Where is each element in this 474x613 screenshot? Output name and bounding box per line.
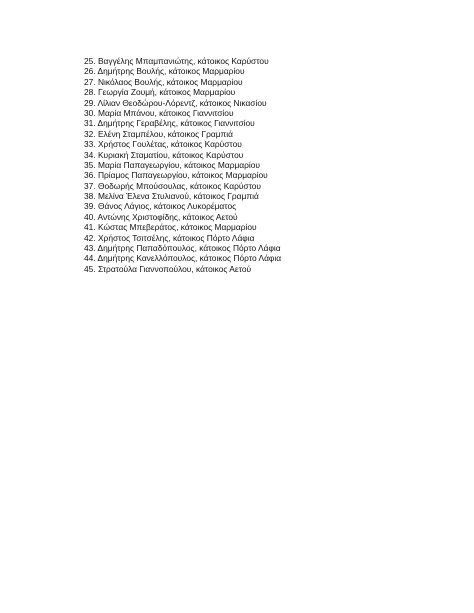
- list-item: 36. Πρίαμος Παπαγεωργίου, κάτοικος Μαρμαρίου: [84, 170, 268, 181]
- list-item: 44. Δημήτρης Κανελλόπουλος, κάτοικος Πόρτο Λάφια: [84, 253, 282, 264]
- list-item: 33. Χρήστος Γουλέτας, κάτοικος Καρύστου: [84, 139, 242, 150]
- list-item: 40. Αντώνης Χριστοφίδης, κάτοικος Αετού: [84, 211, 238, 222]
- list-item: 38. Μελίνα Έλενα Στυλιανού, κάτοικος Γραμπιά: [84, 191, 259, 202]
- list-item: 27. Νικόλαος Βουλής, κάτοικος Μαρμαρίου: [84, 76, 243, 87]
- list-item: 39. Θάνος Λάγιος, κάτοικος Λυκορέματος: [84, 201, 237, 212]
- list-item: 43. Δημήτρης Παπαδόπουλος, κάτοικος Πόρτο Λάφια: [84, 243, 281, 254]
- list-item: 35. Μαρία Παπαγεωργίου, κάτοικος Μαρμαρίου: [84, 159, 260, 170]
- list-item: 31. Δημήτρης Γεραβέλης, κάτοικος Γιαννιτσίου: [84, 118, 255, 129]
- list-item: 42. Χρήστος Τσιτσέλης, κάτοικος Πόρτο Λάφια: [84, 232, 255, 243]
- list-item: 29. Λίλιαν Θεοδώρου-Λόρεντζ, κάτοικος Νικασίου: [84, 97, 267, 108]
- list-item: 45. Στρατούλα Γιαννοπούλου, κάτοικος Αετού: [84, 263, 252, 274]
- list-item: 30. Μαρία Μπάνου, κάτοικος Γιαννιτσίου: [84, 107, 234, 118]
- list-item: 41. Κώστας Μπεβεράτος, κάτοικος Μαρμαρίου: [84, 222, 257, 233]
- list-item: 26. Δημήτρης Βουλής, κάτοικος Μαρμαρίου: [84, 66, 245, 77]
- list-item: 28. Γεωργία Ζουμή, κάτοικος Μαρμαρίου: [84, 87, 236, 98]
- signatories-list: [84, 56, 281, 274]
- list-item: 34. Κυριακή Σταματίου, κάτοικος Καρύστου: [84, 149, 244, 160]
- list-item: 25. Βαγγέλης Μπαμπανιώτης, κάτοικος Καρύστου: [84, 56, 269, 66]
- list-item: 32. Ελένη Σταμπέλου, κάτοικος Γραμπιά: [84, 128, 234, 139]
- list-item: 37. Θοδωρής Μπούσουλας, κάτοικος Καρύστου: [84, 180, 262, 191]
